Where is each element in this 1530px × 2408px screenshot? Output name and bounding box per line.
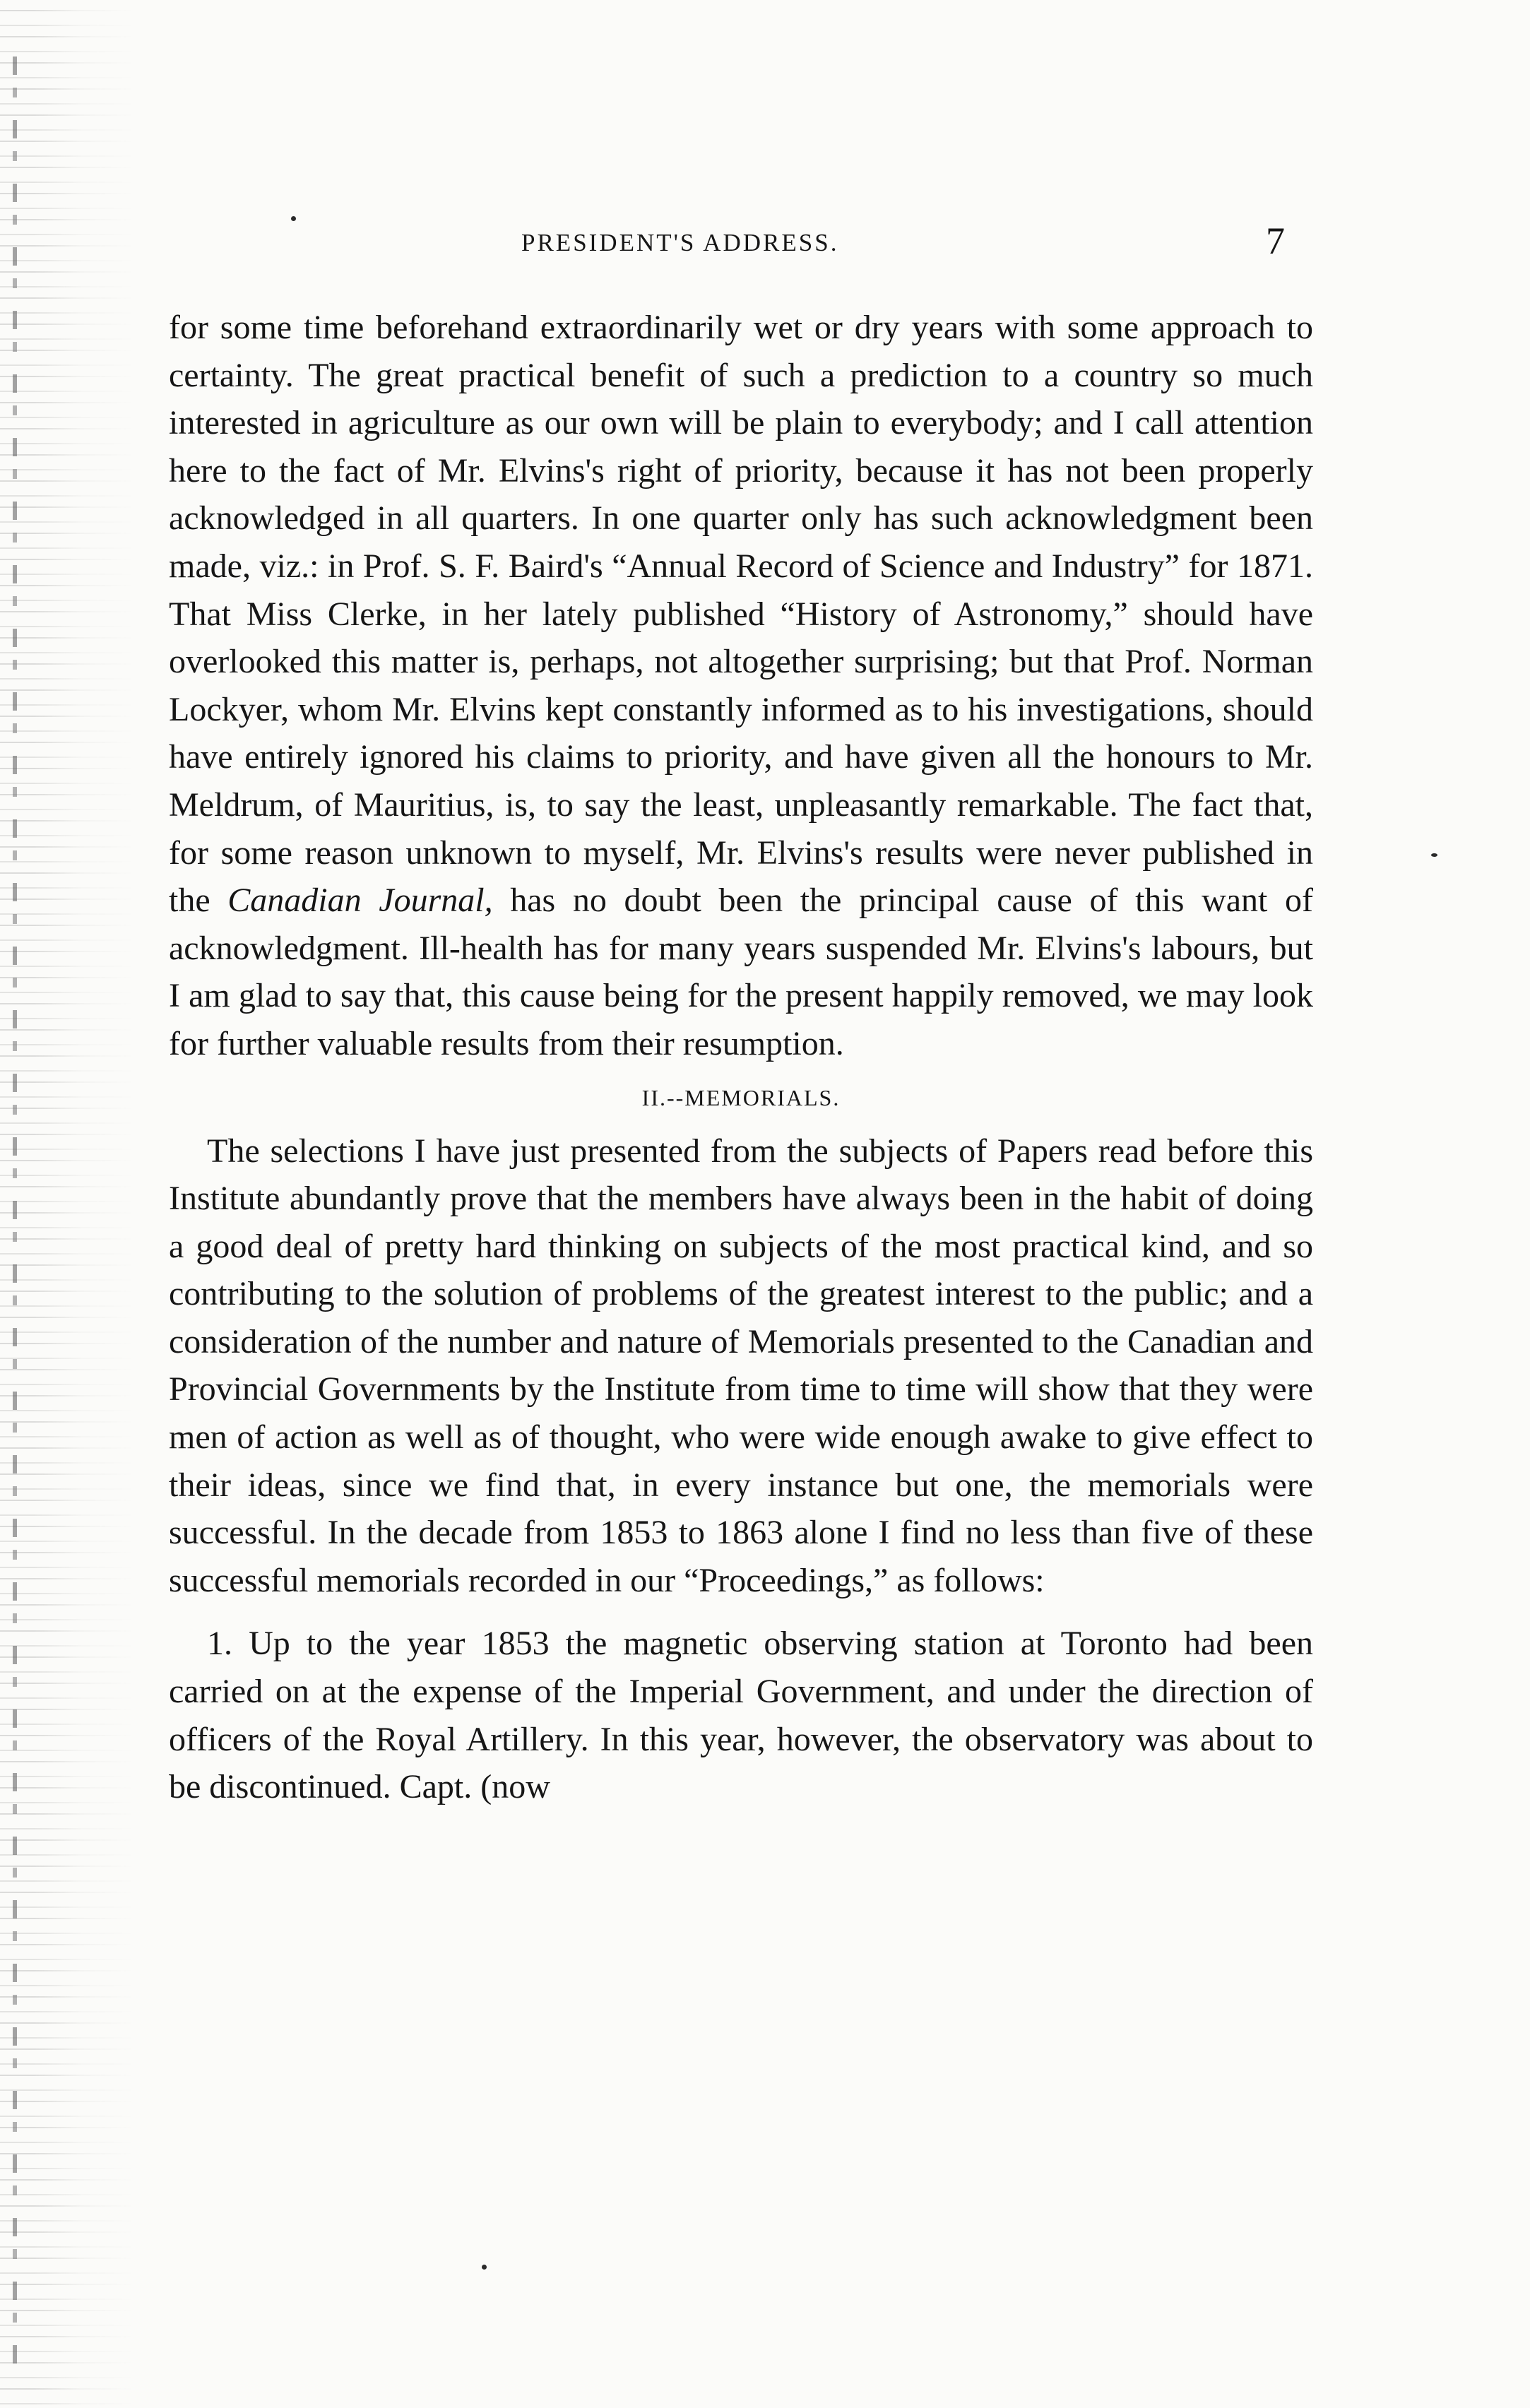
running-title: PRESIDENT'S ADDRESS.	[521, 229, 839, 256]
running-header	[0, 220, 1530, 267]
page-edge-shadow	[13, 57, 17, 2366]
ink-speck	[291, 216, 296, 221]
ink-speck	[482, 2265, 487, 2270]
paragraph-memorials-intro: The selections I have just presented from the subjects of Papers read before this Institute abundantly prove that the members have always been in the habit of doing a good deal of pretty hard thinking on subjects of the most practical kind, and so contributing to the solution of problems of the greatest interest to the public; and a consideration of the number and nature of Memorials presented to the Canadian and Provincial Governments by the Institute from time to time will show that they were men of action as well as of thought, who were wide enough awake to give effect to their ideas, since we find that, in every instance but one, the memorials were successful. In the decade from 1853 to 1863 alone I find no less than five of these successful memorials recorded in our “Proceedings,” as follows:	[169, 1132, 1313, 1599]
page-number: 7	[1266, 220, 1285, 262]
paragraph-numbered-item: 1. Up to the year 1853 the magnetic observing station at Toronto had been carried on at the expense of the Imperial Government, and under the direction of officers of the Royal Artillery. In this year, however, the observatory was about to be discontinued. Capt. (now	[169, 1625, 1313, 1806]
paragraph-gap	[169, 1604, 1313, 1620]
section-heading: II.--MEMORIALS.	[641, 1084, 841, 1110]
paragraph-text: for some time beforehand extraordinarily wet or dry years with some approach to certainty. The great practical benefit of such a prediction to a country so much interested in agriculture as our own will be plain to everybody; and I call attention here to the fact of Mr. Elvins's right of priority, because it has not been properly acknowledged in all quarters. In one quarter only has such acknowledgment been made, viz.: in Prof. S. F. Baird's “Annual Record of Science and Industry” for 1871. That Miss Clerke, in her lately published “History of Astronomy,” should have overlooked this matter is, perhaps, not altogether surprising; but that Prof. Norman Lockyer, whom Mr. Elvins kept constantly informed as to his investigations, should have entirely ignored his claims to priority, and have given all the honours to Mr. Meldrum, of Mauritius, is, to say the least, unpleasantly remarkable. The fact that, for some reason unknown to myself, Mr. Elvins's results were never published in the	[169, 309, 1313, 920]
page-binding-edge	[0, 0, 134, 2408]
ink-speck	[1431, 853, 1437, 857]
italic-journal-title: Canadian Journal,	[227, 882, 493, 920]
paragraph-text: has no doubt been the principal cause of this want of acknowledgment. Ill-health has for many years suspended Mr. Elvins's labours, but I am glad to say that, this cause being for the present happily removed, we may look for further valuable results from their resumption.	[169, 882, 1314, 1062]
paragraph-continuation	[169, 304, 1313, 1068]
body-text	[169, 304, 1313, 1811]
